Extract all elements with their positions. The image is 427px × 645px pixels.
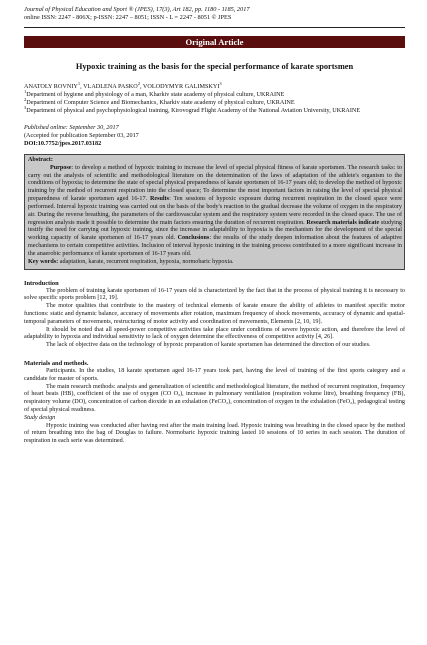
results-label: Results (149, 196, 170, 203)
journal-issn: online ISSN: 2247 - 806X; p-ISSN: 2247 – 8051; ISSN - L = 2247 - 8051 © JPES (24, 14, 232, 22)
affiliation-1 (24, 88, 405, 99)
author-1-affil-mark: 1 (77, 80, 81, 86)
materials-text: studying testify the need for carrying out hypoxic training, since the increase in adaptability to hypoxia is the mechanism for the development of the special working capacity of karate sportsmen of 16-17 years old. (28, 219, 402, 242)
purpose-text: : to develop a method of hypoxic training to increase the level of special physical fitness of karate sportsmen. The research tasks: to carry out the analysis of scientific and methodological literature on the determination of the laws of adaptation of the athlete's organism to the conditions of hypoxia; to determine the state of special physical preparedness of karate sportsmen of 16-17 years old; to develop the method of hypoxic training by the method of recurrent respiration into the closed space; To determine the most important factors in raising the level of special physical preparedness of karate sportsmen aged 16-17. (28, 164, 402, 203)
keywords-label: Key words: (28, 258, 59, 265)
affil-2-text: Department of Computer Science and Biomechanics, Kharkiv state academy of physical culture, UKRAINE (26, 98, 295, 106)
paper-title: Hypoxic training as the basis for the special performance of karate sportsmen (75, 61, 354, 71)
methods-heading: Materials and methods. (24, 360, 89, 367)
keywords-text: adaptation, karate, recurrent respiration, hypoxia, normobaric hypoxia. (58, 258, 234, 265)
author-3: , VOLODYMYR GALIMSKYI (139, 82, 220, 90)
methods-body (24, 368, 405, 446)
keywords (28, 259, 402, 267)
doi[interactable]: DOI:10.7752/jpes.2017.03182 (24, 139, 102, 147)
materials-label: Research materials indicate (306, 219, 380, 226)
affil-1-text: Department of hygiene and physiology of a man, Kharkiv state academy of physical culture, UKRAINE (26, 90, 285, 98)
intro-paragraph-3: It should be noted that all speed-power competitive activities take place under conditions of severe hypoxic action, and therefore the level of adaptability to hypoxia and individual sensitivity to lack of oxygen determine the effectiveness of competitive activity [4, 26]. (24, 326, 405, 341)
author-2: , VLADLENA PASKO (80, 82, 138, 90)
intro-paragraph-2: The motor qualities that contribute to the mastery of technical elements of karate ensure the ability of athletes to manifest specific motor functions: static and dynamic balance, accuracy of movements after rotation, maximum frequency of shock movements, accuracy of dynamic and spatial-temporal parameters of movements, restructuring of motor activity and coordination of movements, Elements [2, 10, 19]. (24, 303, 405, 325)
author-3-affil-mark: 3 (219, 80, 222, 86)
methods-paragraph-1: Participants. In the studies, 18 karate sportsmen aged 16-17 years took part, having the level of training of the first sports category and a candidate for master of sports. (24, 368, 405, 382)
journal-citation: Journal of Physical Education and Sport ® (JPES), 17(3), Art 182, pp. 1180 - 1185, 2017 (24, 6, 250, 13)
abstract-box (24, 154, 405, 270)
abstract-text (28, 165, 402, 259)
author-list (24, 80, 405, 91)
accepted-date: (Accepted for publication September 03, 2017 (24, 131, 139, 139)
journal-header (24, 0, 405, 23)
introduction-body (24, 288, 405, 350)
results-text: : Ten sessions of hypoxic exposure during recurrent respiration in the closed space were performed. Interval hypoxic training was carried out on the basis of the body's reaction to the gradual decrease the volume of oxygen in the respiratory air. During the reverse breathing, the parameters of the cardiovascular system and the respiratory system were recorded in the closed space. The use of regression analysis made it possible to determine the main factors ensuring the duration of recurrent respiration. (28, 196, 402, 226)
conclusions-text: : the results of the study deepen information about the features of adaptive mechanisms to certain competitive activities. Inclusion of interval hypoxic training in the training process contributed to a more significant increase in the anaerobic performance of karate sportsmen of 16-17 years old. (28, 235, 403, 257)
publication-info (24, 124, 405, 148)
methods-paragraph-2: The main research methods: analysis and generalization of scientific and methodological literature, the method of recurrent respiration, frequency of heart beats (HB), coefficient of the use of oxygen (CO O₂), increase in pulmonary ventilation (respiration volume litre), breathing frequency (FB), respiratory volume (DO), concentration of carbon dioxide in an exhalation (FeCO₂), concentration of oxygen in the exhalation (FeO₂), pedagogical testing of special physical readiness. (24, 383, 405, 413)
published-date: Published online: September 30, 2017 (24, 123, 119, 131)
intro-paragraph-1: The problem of training karate sportsmen of 16-17 years old is characterized by the fact that in the process of physical training it is necessary to solve specific sports problem [12, 19]. (24, 287, 405, 302)
purpose-label: Purpose (50, 164, 72, 171)
header-rule (24, 27, 405, 28)
abstract-heading: Abstract: (28, 156, 53, 163)
affil-3-text: Department of physical and psychophysiological training, Kirovograd Flight Academy of the National Aviation University, UKRAINE (26, 106, 361, 114)
affiliation-2 (24, 96, 405, 107)
author-1: ANATOLY ROVNIY (24, 82, 78, 90)
article-type-banner: Original Article (24, 36, 405, 48)
conclusions-label: Conclusions (177, 235, 210, 242)
affil-2-mark: 2 (24, 96, 27, 102)
study-design-subheading: Study design (24, 414, 56, 421)
introduction-heading: Introduction (24, 279, 59, 287)
methods-paragraph-3: Hypoxic training was conducted after having rest after the main training load. Hypoxic training was breathing in the closed space by the method of return breathing into the bag of Douglas to failure. Normobaric hypoxic training lasted 10 sessions of 10 series in each session. The duration of respiration in each serie was determined. (24, 422, 405, 445)
affil-1-mark: 1 (24, 88, 27, 94)
intro-paragraph-4: The lack of objective data on the technology of hypoxic preparation of karate sportsmen has determined the direction of our studies. (46, 342, 371, 349)
affil-3-mark: 3 (24, 104, 27, 110)
affiliation-3 (24, 104, 405, 115)
author-2-affil-mark: 2 (137, 80, 140, 86)
